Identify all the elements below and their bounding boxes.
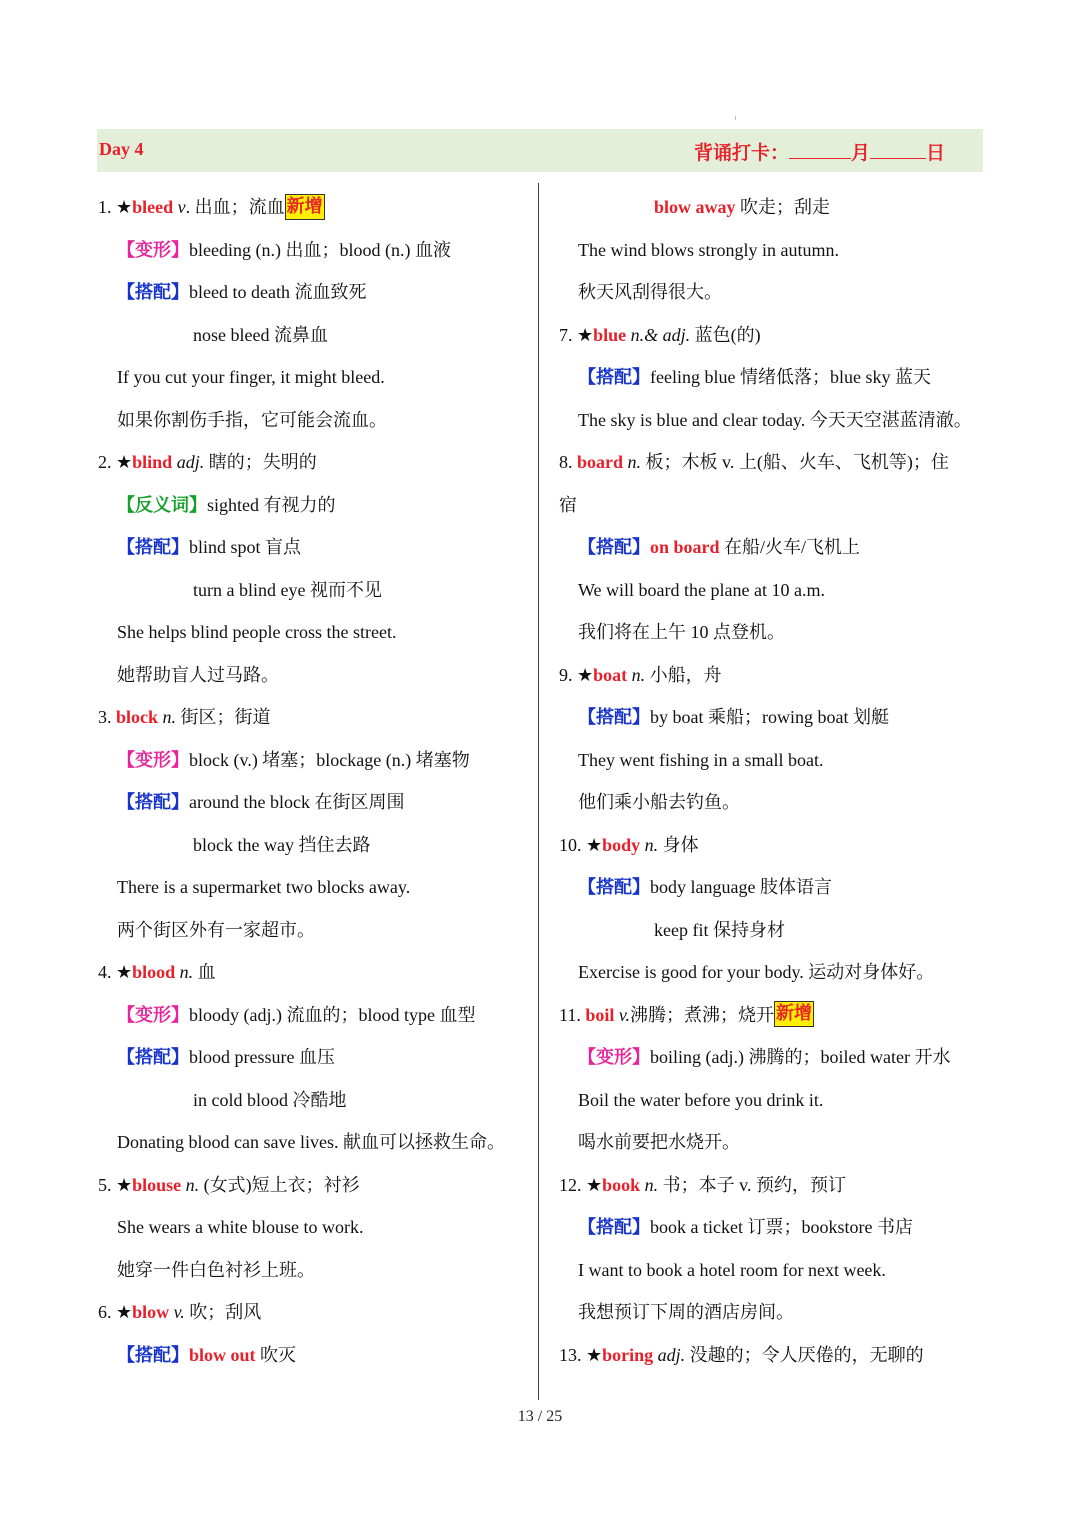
star-icon: ★: [116, 197, 133, 217]
example-sentence: 如果你割伤手指，它可能会流血。: [117, 409, 387, 430]
tag-text: bleed to death 流血致死: [189, 282, 367, 302]
entry-number: 6.: [98, 1302, 116, 1322]
tag-label: 【搭配】: [578, 1217, 650, 1237]
tag-text: blind spot 盲点: [189, 537, 302, 557]
tag-label: 【反义词】: [117, 494, 207, 515]
entry-number: 12.: [559, 1174, 586, 1195]
part-of-speech: n.: [640, 834, 659, 855]
page-number: 13 / 25: [517, 1408, 563, 1425]
tag-label: 【变形】: [117, 1004, 189, 1025]
vocab-entry: [98, 696, 530, 739]
star-icon: ★: [586, 834, 603, 855]
entry-number: 3.: [98, 707, 116, 727]
tag-label: 【搭配】: [117, 1047, 189, 1067]
tag-line: [559, 696, 989, 739]
tag-text: 吹走；刮走: [735, 197, 831, 217]
tag-label: 【搭配】: [117, 1344, 189, 1365]
star-icon: ★: [116, 452, 133, 472]
new-badge: 新增: [285, 194, 325, 220]
collocation-line: keep fit 保持身材: [654, 919, 785, 940]
star-icon: ★: [577, 324, 594, 345]
tag-text: bleeding (n.) 出血；blood (n.) 血液: [189, 239, 451, 260]
entry-number: 10.: [559, 834, 586, 855]
vocab-entry: [98, 1291, 530, 1334]
tag-label: 【搭配】: [117, 537, 189, 557]
entry-number: 4.: [98, 962, 116, 982]
definition: 书；本子 v. 预约，预订: [658, 1174, 847, 1195]
day-header: [97, 129, 983, 172]
definition: 没趣的；令人厌倦的，无聊的: [685, 1344, 924, 1365]
vocab-entry: [559, 1334, 989, 1377]
entry-number: 9.: [559, 664, 577, 685]
example-sentence: The sky is blue and clear today. 今天天空湛蓝清澈。: [578, 409, 972, 430]
tag-text: book a ticket 订票；bookstore 书店: [650, 1217, 913, 1237]
headword: blood: [132, 962, 176, 982]
part-of-speech: v: [173, 197, 186, 217]
collocation-line: in cold blood 冷酷地: [193, 1089, 347, 1110]
headword: boat: [593, 664, 628, 685]
example-sentence: She helps blind people cross the street.: [117, 622, 397, 642]
vocab-entry: [98, 441, 530, 484]
tag-text: sighted 有视力的: [207, 494, 336, 515]
tag-label: 【搭配】: [117, 282, 189, 302]
example-sentence: We will board the plane at 10 a.m.: [578, 579, 825, 600]
tag-label: 【变形】: [578, 1047, 650, 1067]
day-char: 日: [925, 143, 945, 164]
tag-text: block (v.) 堵塞；blockage (n.) 堵塞物: [189, 749, 470, 770]
entry-number: 7.: [559, 324, 577, 345]
example-sentence: 秋天风刮得很大。: [578, 282, 722, 302]
definition: 蓝色(的): [690, 324, 761, 345]
vocab-entry: [559, 654, 989, 697]
example-sentence: 她帮助盲人过马路。: [117, 664, 279, 685]
day-title: Day 4: [99, 139, 144, 159]
tag-line: [98, 1036, 530, 1079]
tag-line: [559, 1206, 989, 1249]
example-sentence: Donating blood can save lives. 献血可以拯救生命。: [117, 1132, 505, 1152]
vocab-entry: [98, 186, 530, 229]
tag-label: 【变形】: [117, 749, 189, 770]
part-of-speech: adj.: [653, 1344, 686, 1365]
example-sentence: I want to book a hotel room for next week.: [578, 1259, 886, 1280]
tag-text: by boat 乘船；rowing boat 划艇: [650, 707, 889, 727]
tag-text: blood pressure 血压: [189, 1047, 335, 1067]
headword: board: [577, 452, 624, 472]
tag-line: [98, 526, 530, 569]
month-blank[interactable]: [789, 140, 851, 159]
vocab-entry: [559, 824, 989, 867]
entry-number: 2.: [98, 452, 116, 472]
definition: 沸腾；煮沸；烧开: [630, 1004, 775, 1025]
tag-line: [559, 356, 989, 399]
example-sentence: She wears a white blouse to work.: [117, 1217, 364, 1237]
part-of-speech: n.: [158, 707, 177, 727]
day-blank[interactable]: [870, 140, 926, 159]
tag-text: feeling blue 情绪低落；blue sky 蓝天: [650, 367, 931, 387]
column-divider: [538, 183, 539, 1400]
tag-text: bloody (adj.) 流血的；blood type 血型: [189, 1004, 476, 1025]
star-icon: ★: [586, 1344, 603, 1365]
tag-line: [98, 994, 530, 1037]
tag-line: [98, 484, 530, 527]
tag-label: 【搭配】: [117, 792, 189, 812]
part-of-speech: n.: [623, 452, 642, 472]
definition: 血: [193, 962, 216, 982]
tag-label: 【搭配】: [578, 707, 650, 727]
headword: book: [602, 1174, 641, 1195]
entry-number: 8.: [559, 452, 577, 472]
example-sentence: The wind blows strongly in autumn.: [578, 239, 839, 260]
part-of-speech: n.: [640, 1174, 659, 1195]
tag-label: 【变形】: [117, 239, 189, 260]
definition: 街区；街道: [176, 707, 271, 727]
tag-line: [98, 1334, 530, 1377]
vocab-entry: [98, 951, 530, 994]
right-column: [559, 186, 989, 1376]
example-sentence: 喝水前要把水烧开。: [578, 1132, 740, 1152]
part-of-speech: n.: [175, 962, 194, 982]
definition: 瞎的；失明的: [204, 452, 317, 472]
example-sentence: If you cut your finger, it might bleed.: [117, 367, 385, 387]
entry-number: 11.: [559, 1004, 586, 1025]
continuation-line: 宿: [559, 494, 577, 515]
month-char: 月: [850, 143, 870, 164]
definition: (女式)短上衣；衬衫: [199, 1174, 360, 1195]
headword: blue: [593, 324, 627, 345]
part-of-speech: n.& adj.: [626, 324, 691, 345]
new-badge: 新增: [774, 1001, 814, 1027]
collocation-line: turn a blind eye 视而不见: [193, 579, 382, 600]
tag-line: [98, 271, 530, 314]
vocab-entry: [559, 441, 989, 484]
tag-label: 【搭配】: [578, 537, 650, 557]
tag-line: [559, 866, 989, 909]
star-icon: ★: [116, 1302, 133, 1322]
entry-number: 13.: [559, 1344, 586, 1365]
definition: 小船，舟: [645, 664, 722, 685]
part-of-speech: adj.: [172, 452, 205, 472]
star-icon: ★: [586, 1174, 603, 1195]
checkin-label: 背诵打卡：: [693, 143, 789, 164]
example-sentence: 我们将在上午 10 点登机。: [578, 622, 785, 642]
vocab-entry: [559, 994, 989, 1037]
phrase: blow away: [654, 197, 736, 217]
tag-text: around the block 在街区周围: [189, 792, 405, 812]
tag-text: boiling (adj.) 沸腾的；boiled water 开水: [650, 1047, 951, 1067]
example-sentence: 他们乘小船去钓鱼。: [578, 792, 740, 812]
headword: bleed: [132, 197, 174, 217]
headword: block: [116, 707, 159, 727]
part-of-speech: v.: [614, 1004, 631, 1025]
collocation-line: block the way 挡住去路: [193, 834, 371, 855]
collocation-line: nose bleed 流鼻血: [193, 324, 328, 345]
collocation-line: [559, 186, 989, 229]
checkin-field: [694, 138, 945, 165]
definition: . 出血；流血: [185, 197, 285, 217]
tag-text: 在船/火车/飞机上: [719, 537, 861, 557]
part-of-speech: v.: [169, 1302, 185, 1322]
tag-line: [559, 526, 989, 569]
part-of-speech: n.: [627, 664, 646, 685]
example-sentence: 两个街区外有一家超市。: [117, 919, 315, 940]
tag-text: body language 肢体语言: [650, 877, 832, 897]
headword: body: [602, 834, 641, 855]
headword: boil: [585, 1004, 615, 1025]
definition: 吹；刮风: [184, 1302, 262, 1322]
entry-number: 1.: [98, 197, 116, 217]
example-sentence: Exercise is good for your body. 运动对身体好。: [578, 962, 935, 982]
star-icon: ★: [577, 664, 594, 685]
tag-line: [98, 781, 530, 824]
headword: boring: [602, 1344, 654, 1365]
tag-label: 【搭配】: [578, 877, 650, 897]
left-column: [98, 186, 530, 1376]
tag-label: 【搭配】: [578, 367, 650, 387]
headword: blouse: [132, 1174, 182, 1195]
example-sentence: 她穿一件白色衬衫上班。: [117, 1259, 315, 1280]
phrase: on board: [650, 537, 720, 557]
headword: blow: [132, 1302, 170, 1322]
definition: 板；木板 v. 上(船、火车、飞机等)；住: [641, 452, 949, 472]
example-sentence: There is a supermarket two blocks away.: [117, 877, 411, 897]
tag-line: [98, 229, 530, 272]
vocab-entry: [559, 1164, 989, 1207]
tag-text: 吹灭: [255, 1344, 297, 1365]
definition: 身体: [658, 834, 699, 855]
tag-line: [559, 1036, 989, 1079]
phrase: blow out: [189, 1344, 256, 1365]
example-sentence: 我想预订下周的酒店房间。: [578, 1302, 794, 1322]
part-of-speech: n.: [181, 1174, 200, 1195]
example-sentence: Boil the water before you drink it.: [578, 1089, 824, 1110]
page-tick-mark: [735, 116, 736, 120]
vocab-entry: [98, 1164, 530, 1207]
entry-number: 5.: [98, 1174, 116, 1195]
headword: blind: [132, 452, 173, 472]
tag-line: [98, 739, 530, 782]
star-icon: ★: [116, 1174, 133, 1195]
star-icon: ★: [116, 962, 133, 982]
example-sentence: They went fishing in a small boat.: [578, 749, 824, 770]
vocab-entry: [559, 314, 989, 357]
